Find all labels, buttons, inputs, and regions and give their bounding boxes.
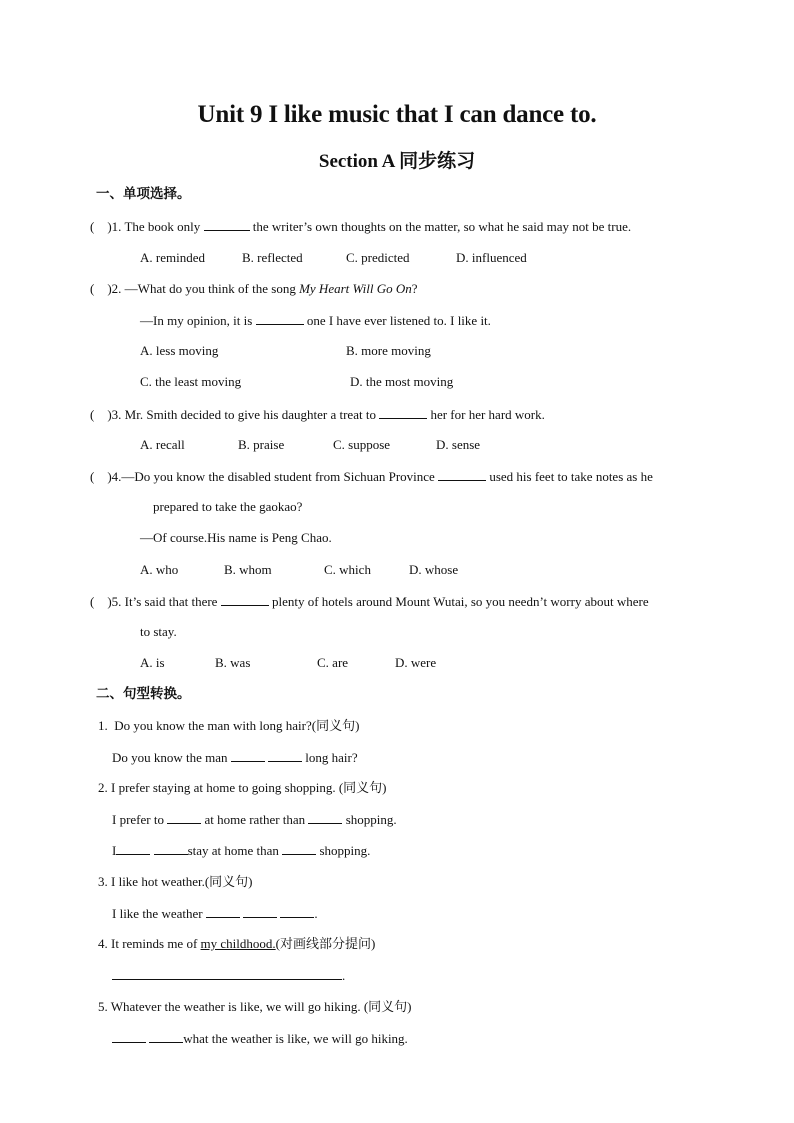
option-c[interactable]: C. are: [317, 655, 349, 670]
answer-text: I: [112, 843, 117, 858]
transform-4-question: [98, 936, 375, 952]
question-number: 3.: [111, 407, 122, 422]
q2-options-row1: [140, 343, 431, 359]
question-number: 4.: [111, 469, 122, 484]
answer-text: long hair?: [305, 750, 358, 765]
q5-continuation: to stay.: [140, 624, 177, 639]
question-text: It’s said that there: [124, 594, 218, 609]
transform-2-answer-1: [112, 811, 397, 828]
transform-5-question: 5. Whatever the weather is like, we will go hiking. (同义句): [98, 999, 412, 1014]
question-instruction: (对画线部分提问): [275, 936, 376, 951]
section-heading-choice: 一、单项选择。: [96, 186, 191, 201]
answer-blank[interactable]: [167, 811, 201, 824]
answer-blank[interactable]: [243, 905, 277, 918]
answer-text: what the weather is like, we will go hiking.: [183, 1031, 408, 1046]
transform-2-question: 2. I prefer staying at home to going shopping. (同义句): [98, 780, 387, 795]
answer-blank[interactable]: [116, 842, 150, 855]
question-text: —What do you think of the song: [124, 281, 296, 296]
question-text: —Do you know the disabled student from Sichuan Province: [121, 469, 435, 484]
option-c[interactable]: C. suppose: [333, 437, 391, 452]
answer-blank[interactable]: [112, 967, 342, 980]
q4-answer-line: —Of course.His name is Peng Chao.: [140, 530, 332, 545]
option-b[interactable]: B. was: [215, 655, 251, 670]
answer-blank[interactable]: [112, 1030, 146, 1043]
answer-bracket[interactable]: ( ): [90, 219, 112, 234]
option-b[interactable]: B. more moving: [346, 343, 431, 358]
option-a[interactable]: A. who: [140, 562, 179, 577]
option-d[interactable]: D. the most moving: [350, 374, 454, 389]
transform-2-answer-2: [112, 842, 370, 859]
question-mark: ?: [411, 281, 418, 296]
question-text: her for her hard work.: [430, 407, 545, 422]
question-text: one I have ever listened to. I like it.: [306, 313, 491, 328]
question-text: —In my opinion, it is: [140, 313, 253, 328]
underlined-phrase: my childhood.: [200, 936, 276, 951]
question-text: 4. It reminds me of: [98, 936, 201, 951]
q2-options-row2: [140, 374, 454, 390]
option-d[interactable]: D. sense: [436, 437, 481, 452]
option-a[interactable]: A. is: [140, 655, 165, 670]
option-c[interactable]: C. the least moving: [140, 374, 242, 389]
answer-text: shopping.: [319, 843, 371, 858]
answer-blank[interactable]: [438, 468, 486, 481]
question-3: [90, 406, 545, 423]
question-4: [90, 468, 653, 485]
option-b[interactable]: B. whom: [224, 562, 272, 577]
answer-blank[interactable]: [231, 749, 265, 762]
question-text: used his feet to take notes as he: [489, 469, 653, 484]
page-subtitle: Section A 同步练习: [318, 151, 476, 172]
answer-blank[interactable]: [149, 1030, 183, 1043]
answer-text: shopping.: [345, 812, 397, 827]
question-text: plenty of hotels around Mount Wutai, so you needn’t worry about where: [271, 594, 649, 609]
question-text: the writer’s own thoughts on the matter, so what he said may not be true.: [252, 219, 632, 234]
answer-blank[interactable]: [308, 811, 342, 824]
answer-text: I prefer to: [112, 812, 164, 827]
song-title: My Heart Will Go On: [299, 281, 412, 296]
question-number: 1.: [111, 219, 122, 234]
answer-bracket[interactable]: ( ): [90, 281, 112, 296]
answer-blank[interactable]: [221, 593, 269, 606]
answer-text: stay at home than: [187, 843, 279, 858]
answer-text: .: [314, 906, 318, 921]
option-d[interactable]: D. whose: [409, 562, 459, 577]
question-number: 5.: [111, 594, 122, 609]
q3-options: [140, 437, 481, 453]
transform-5-answer: [112, 1030, 408, 1047]
option-a[interactable]: A. recall: [140, 437, 185, 452]
question-2: [90, 281, 418, 297]
question-5: [90, 593, 649, 610]
q4-continuation: prepared to take the gaokao?: [153, 499, 303, 514]
section-heading-transform: 二、句型转换。: [96, 686, 191, 701]
question-number: 2.: [111, 281, 122, 296]
option-b[interactable]: B. praise: [238, 437, 285, 452]
option-b[interactable]: B. reflected: [242, 250, 303, 265]
answer-blank[interactable]: [206, 905, 240, 918]
answer-text: Do you know the man: [112, 750, 228, 765]
answer-blank[interactable]: [154, 842, 188, 855]
transform-1-question: 1. Do you know the man with long hair?(同义句): [98, 718, 360, 733]
transform-3-answer: [112, 905, 318, 922]
answer-blank[interactable]: [282, 842, 316, 855]
option-a[interactable]: A. less moving: [140, 343, 219, 358]
q5-options: [140, 655, 437, 671]
answer-blank[interactable]: [204, 218, 250, 231]
transform-1-answer: [112, 749, 358, 766]
option-c[interactable]: C. which: [324, 562, 371, 577]
q2-answer-line: [140, 312, 491, 329]
option-d[interactable]: D. were: [395, 655, 437, 670]
option-d[interactable]: D. influenced: [456, 250, 527, 265]
answer-blank[interactable]: [268, 749, 302, 762]
answer-bracket[interactable]: ( ): [90, 594, 112, 609]
answer-text: at home rather than: [204, 812, 306, 827]
question-text: Mr. Smith decided to give his daughter a treat to: [124, 407, 376, 422]
answer-text: I like the weather: [112, 906, 203, 921]
option-a[interactable]: A. reminded: [140, 250, 205, 265]
q4-options: [140, 562, 459, 578]
transform-3-question: 3. I like hot weather.(同义句): [98, 874, 253, 889]
page-title: Unit 9 I like music that I can dance to.: [197, 101, 597, 128]
answer-blank[interactable]: [280, 905, 314, 918]
transform-4-answer: [112, 967, 345, 984]
question-text: The book only: [124, 219, 201, 234]
answer-text: .: [342, 968, 346, 983]
answer-bracket[interactable]: ( ): [90, 407, 112, 422]
answer-blank[interactable]: [379, 406, 427, 419]
q1-options: [140, 250, 527, 266]
question-1: [90, 218, 631, 235]
option-c[interactable]: C. predicted: [346, 250, 410, 265]
answer-bracket[interactable]: ( ): [90, 469, 112, 484]
answer-blank[interactable]: [256, 312, 304, 325]
